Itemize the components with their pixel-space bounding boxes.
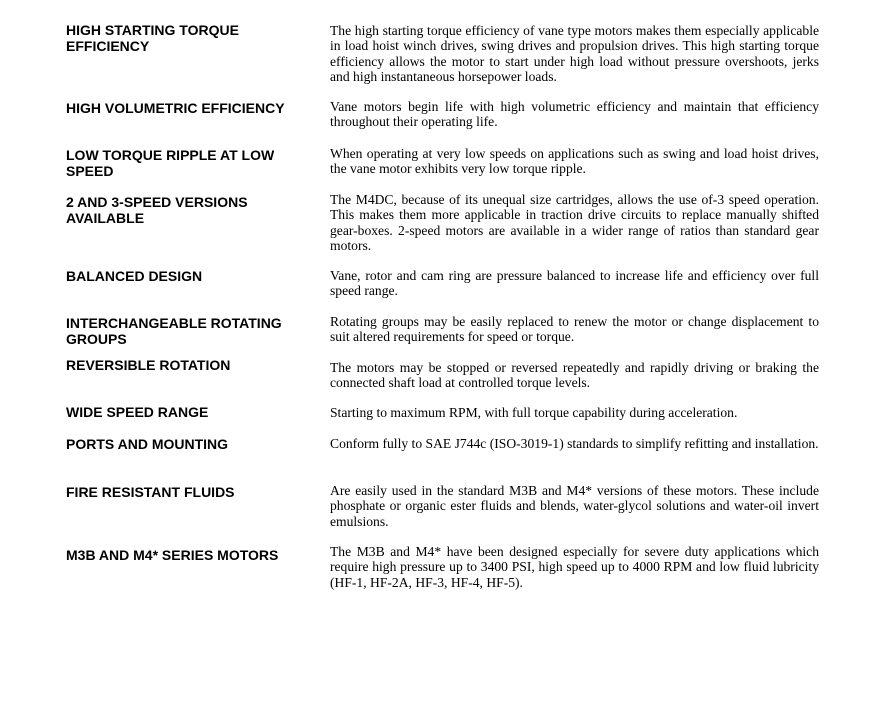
feature-description: Are easily used in the standard M3B and M4* versions of these motors. These include phosphate or organic ester fluids and blends, water-glycol solutions and water-oil invert emulsions. [330, 483, 819, 529]
feature-description: The motors may be stopped or reversed repeatedly and rapidly driving or braking the connected shaft load at controlled torque levels. [330, 360, 819, 391]
feature-heading: FIRE RESISTANT FLUIDS [66, 484, 235, 500]
feature-description: Rotating groups may be easily replaced to renew the motor or change displacement to suit altered requirements for speed or torque. [330, 314, 819, 345]
feature-heading: REVERSIBLE ROTATION [66, 357, 231, 373]
feature-description: The M4DC, because of its unequal size cartridges, allows the use of-3 speed operation. This makes them more applicable in traction drive circuits to replace manually shifted gear-boxes. 2-speed motors are available in a wider range of ratios than standard gear motors. [330, 192, 819, 254]
feature-heading: HIGH VOLUMETRIC EFFICIENCY [66, 100, 285, 116]
feature-heading: INTERCHANGEABLE ROTATING GROUPS [66, 315, 282, 347]
feature-heading: LOW TORQUE RIPPLE AT LOW SPEED [66, 147, 275, 179]
feature-heading: M3B AND M4* SERIES MOTORS [66, 547, 279, 563]
feature-heading: BALANCED DESIGN [66, 268, 203, 284]
feature-description: Conform fully to SAE J744c (ISO-3019-1) standards to simplify refitting and installation. [330, 436, 819, 451]
feature-description: The M3B and M4* have been designed especially for severe duty applications which require high pressure up to 3400 PSI, high speed up to 4000 RPM and low fluid lubricity (HF-1, HF-2A, HF-3, HF-4, HF-5). [330, 544, 819, 590]
feature-description: Starting to maximum RPM, with full torque capability during acceleration. [330, 405, 738, 420]
feature-description: Vane motors begin life with high volumetric efficiency and maintain that efficiency throughout their operating life. [330, 99, 819, 130]
feature-heading: 2 AND 3-SPEED VERSIONS AVAILABLE [66, 194, 248, 226]
feature-heading: WIDE SPEED RANGE [66, 404, 209, 420]
feature-description: When operating at very low speeds on applications such as swing and load hoist drives, the vane motor exhibits very low torque ripple. [330, 146, 819, 177]
feature-heading: HIGH STARTING TORQUE EFFICIENCY [66, 22, 239, 54]
feature-description: Vane, rotor and cam ring are pressure balanced to increase life and efficiency over full speed range. [330, 268, 819, 299]
feature-heading: PORTS AND MOUNTING [66, 436, 229, 452]
feature-description: The high starting torque efficiency of vane type motors makes them especially applicable in load hoist winch drives, swing drives and propulsion drives. This high starting torque efficiency allows the motor to start under high load without pressure overshoots, jerks and high instantaneous horsepower loads. [330, 23, 819, 85]
